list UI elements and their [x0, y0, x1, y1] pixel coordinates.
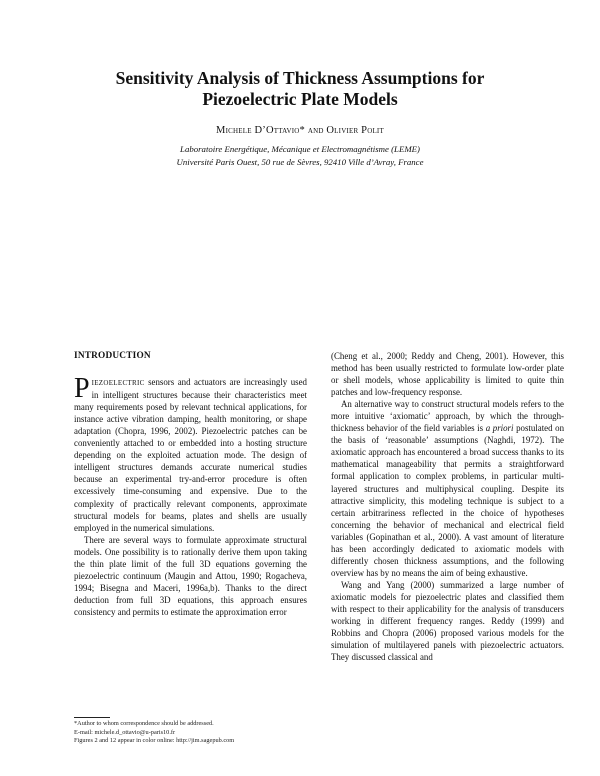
affiliation	[60, 143, 540, 168]
right-column	[331, 350, 564, 663]
paragraph-3-text-b: postulated on the basis of ‘reasonable’ assumptions (Naghdi, 1972). The axiomatic approach has encountered a broad success thanks to its mathematical manageability that permits a straightforward formal application to complex problems, in particular multi-layered structures and multiphysical coupling. Despite its attractive simplicity, this modeling technique is subject to a certain arbitrariness reflected in the choice of hypotheses concerning the behavior of mechanical and electrical field variables (Gopinathan et al., 2000). A vast amount of literature has been accordingly dedicated to axiomatic models with differently chosen thickness assumptions, and the following overview has by no means the aim of being exhaustive.	[331, 423, 565, 578]
footnotes	[74, 720, 314, 746]
paragraph-3-text-a: An alternative way to construct structural models refers to the more intuitive ‘axiomatic’ approach, by which the through-thickness behavior of the field variables is	[331, 399, 564, 434]
author-names: Michele D’Ottavio* and Olivier Polit	[216, 125, 384, 136]
paragraph-1-text: sensors and actuators are increasingly used in intelligent structures because their characteristics meet many requirements posed by relevant technical applications, for instance active vibration damping, health monitoring, or shape adaptation (Chopra, 1996, 2002). Piezoelectric patches can be conveniently attached to or embedded into a hosting structure depending on the exploited actuation mode. The design of intelligent structures demands accurate numerical studies because an experimental try-and-error procedure is often excessively time-consuming and expensive. Due to the complexity of practically relevant components, approximate structural models for beams, plates and shells are usually employed in the numerical simulations.	[74, 377, 307, 533]
footnote-email: E-mail: michele.d_ottavio@u-paris10.fr	[74, 728, 176, 736]
footnote-rule	[74, 717, 110, 718]
intro-paragraph-3	[331, 398, 564, 579]
footnote-correspondence: *Author to whom correspondence should be addressed.	[74, 720, 214, 727]
a-priori-emphasis: a priori	[485, 423, 514, 434]
drop-cap: P	[74, 373, 90, 405]
affiliation-line-1: Laboratoire Energétique, Mécanique et Electromagnétisme (LEME)	[180, 144, 420, 154]
paragraph-2-continued: (Cheng et al., 2000; Reddy and Cheng, 2001). However, this method has been usually restricted to formulate low-order plate or shell models, whose applicability is limited to quite thin patches and low-frequency response.	[331, 351, 564, 398]
paper-title	[60, 68, 540, 110]
left-column	[74, 350, 307, 618]
footnote-color-online: Figures 2 and 12 appear in color online: http://jim.sagepub.com	[74, 737, 235, 745]
intro-paragraph-1	[74, 373, 307, 534]
section-heading: INTRODUCTION	[74, 351, 151, 361]
title-line-2: Piezoelectric Plate Models	[202, 89, 398, 109]
title-line-1: Sensitivity Analysis of Thickness Assumptions for	[115, 68, 485, 88]
affiliation-line-2: Université Paris Ouest, 50 rue de Sèvres, 92410 Ville d’Avray, France	[176, 156, 424, 167]
intro-paragraph-4: Wang and Yang (2000) summarized a large number of axiomatic models for piezoelectric plates and classified them with respect to their applicability for the analysis of transducers working in different frequency ranges. Reddy (1999) and Robbins and Chopra (2006) proposed various models for the simulation of multilayered panels with piezoelectric actuators. They discussed classical and	[331, 579, 564, 663]
intro-paragraph-2: There are several ways to formulate approximate structural models. One possibility is to rationally derive them upon taking the thin plate limit of the full 3D equations governing the piezoelectric continuum (Maugin and Attou, 1990; Rogacheva, 1994; Bisegna and Maceri, 1996a,b). Thanks to the direct deduction from full 3D equations, this approach ensures consistency and permits to estimate the approximation error	[74, 534, 307, 617]
lead-in-word: IEZOELECTRIC	[91, 379, 145, 388]
